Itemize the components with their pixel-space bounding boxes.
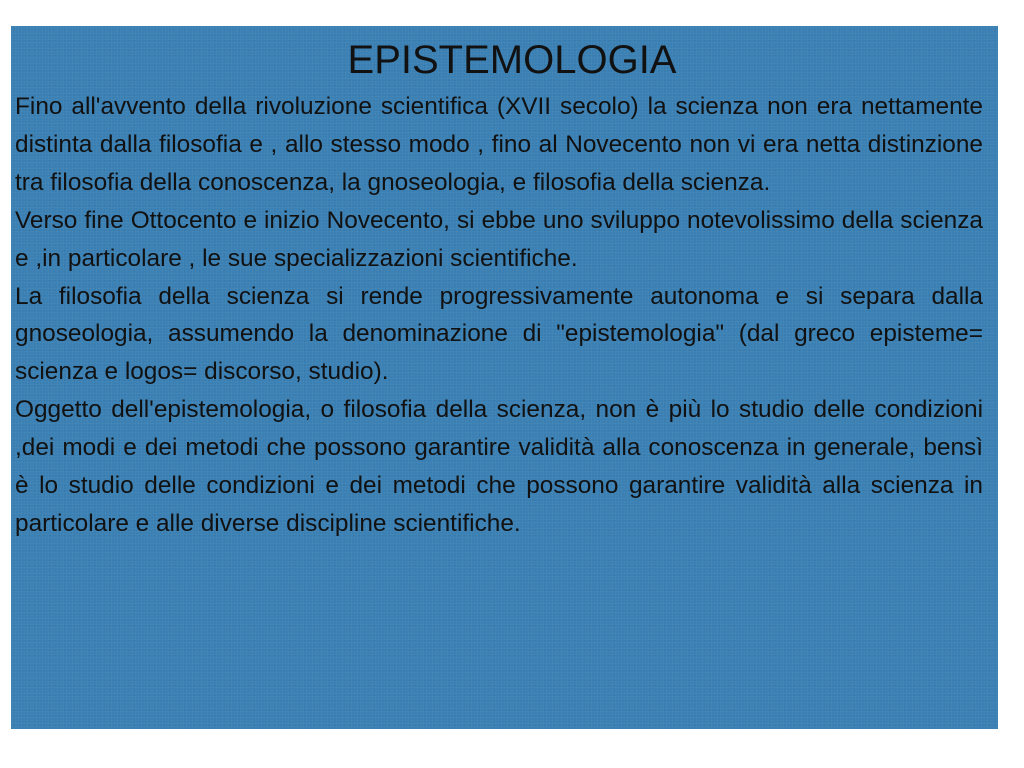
slide <box>11 26 998 729</box>
paragraph-ottocento: Verso fine Ottocento e inizio Novecento, si ebbe uno sviluppo notevolissimo della scienza e ,in particolare , le sue specializzazioni scientifiche. <box>15 206 983 272</box>
paragraph-oggetto: Oggetto dell'epistemologia, o filosofia della scienza, non è più lo studio delle condizioni ,dei modi e dei metodi che possono garantire validità alla conoscenza in generale, bensì è lo studio delle condizioni e dei metodi che possono garantire validità alla scienza in particolare e alle diverse discipline scientifiche. <box>15 396 983 537</box>
paragraph-intro: Fino all'avvento della rivoluzione scientifica (XVII secolo) la scienza non era nettamente distinta dalla filosofia e , allo stesso modo , fino al Novecento non vi era netta distinzione tra filosofia della conoscenza, la gnoseologia, e filosofia della scienza. <box>15 93 983 196</box>
slide-body <box>15 88 983 543</box>
paragraph-autonomia: La filosofia della scienza si rende progressivamente autonoma e si separa dalla gnoseologia, assumendo la denominazione di "epistemologia" (dal greco episteme= scienza e logos= discorso, studio). <box>15 282 983 386</box>
slide-title: EPISTEMOLOGIA <box>347 38 677 82</box>
